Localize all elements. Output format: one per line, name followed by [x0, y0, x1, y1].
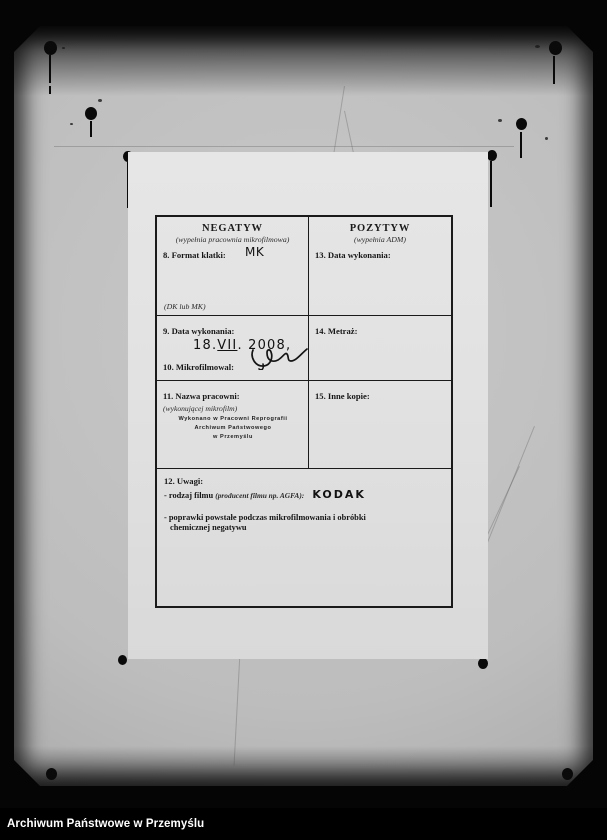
- field-15-label: 15. Inne kopie:: [315, 391, 370, 401]
- film-ink-tail: [520, 132, 522, 158]
- field-14-label: 14. Metraż:: [315, 326, 358, 336]
- archive-stamp: [171, 415, 295, 442]
- film-ink-blob: [487, 150, 497, 161]
- negatyw-subheader: (wypełnia pracownia mikrofilmowa): [175, 235, 290, 244]
- cell-nazwa-pracowni: [157, 381, 309, 468]
- field-9-label: 9. Data wykonania:: [163, 326, 235, 336]
- film-ink-blob: [549, 41, 562, 55]
- film-ink-blob: [85, 107, 97, 120]
- field-8-note: (DK lub MK): [164, 302, 206, 311]
- field-12-line2: - poprawki powstałe podczas mikrofilmowania i obróbki: [164, 513, 366, 522]
- field-13-label: 13. Data wykonania:: [315, 250, 391, 260]
- cell-pozytyw: [309, 217, 451, 315]
- cell-negatyw: [157, 217, 309, 315]
- field-8-value-handwritten: MK: [245, 245, 265, 259]
- film-ink-tail: [90, 121, 92, 137]
- cell-metraz: [309, 316, 451, 380]
- stamp-line-1: Wykonano w Pracowni Reprografii: [178, 416, 288, 422]
- table-row: [157, 381, 451, 469]
- film-speck: [498, 119, 502, 122]
- caption-bar: [0, 808, 607, 840]
- film-speck: [62, 47, 65, 49]
- cell-inne-kopie: [309, 381, 451, 468]
- film-speck: [98, 99, 102, 102]
- film-ink-blob: [44, 41, 57, 55]
- film-ink-tail: [49, 55, 51, 83]
- board-bottom-vignette: [14, 746, 593, 786]
- film-speck: [535, 45, 540, 48]
- field-12-label: 12. Uwagi:: [164, 476, 204, 486]
- pozytyw-header: POZYTYW: [349, 223, 411, 234]
- film-ink-blob: [562, 768, 573, 780]
- negatyw-header: NEGATYW: [202, 223, 263, 234]
- field-12-line1: - rodzaj filmu (producent filmu np. AGFA): KODAK: [164, 488, 366, 501]
- field-11-sublabel: (wykonującej mikrofilm): [163, 404, 238, 413]
- film-ink-tail: [49, 86, 51, 94]
- field-9-value-handwritten: 18.VII. 2008,: [193, 338, 292, 353]
- film-ink-tail: [490, 161, 492, 207]
- film-ink-tail: [553, 56, 555, 84]
- field-8-label: 8. Format klatki:: [163, 250, 226, 260]
- table-row: [157, 469, 451, 606]
- stamp-line-3: w Przemyślu: [213, 434, 253, 440]
- cell-data-mikrofilmowal: [157, 316, 309, 380]
- field-11-label: 11. Nazwa pracowni:: [163, 391, 240, 401]
- film-ink-blob: [478, 658, 488, 669]
- field-10-label: 10. Mikrofilmowal:: [163, 362, 234, 372]
- cell-uwagi: [157, 469, 451, 606]
- film-ink-blob: [516, 118, 527, 130]
- table-row: [157, 217, 451, 316]
- film-scratch: [54, 146, 514, 147]
- film-speck: [545, 137, 548, 140]
- field-12-value-handwritten: KODAK: [312, 488, 366, 501]
- film-speck: [70, 123, 73, 125]
- field-12-line3: chemicznej negatywu: [170, 523, 247, 532]
- film-ink-blob: [46, 768, 57, 780]
- caption-text: Archiwum Państwowe w Przemyślu: [7, 818, 205, 830]
- board-top-vignette: [14, 26, 593, 96]
- pozytyw-subheader: (wypełnia ADM): [353, 235, 407, 244]
- table-row: [157, 316, 451, 381]
- film-ink-blob: [118, 655, 127, 665]
- stamp-line-2: Archiwum Państwowego: [194, 425, 272, 431]
- microfilm-form-table: [155, 215, 453, 608]
